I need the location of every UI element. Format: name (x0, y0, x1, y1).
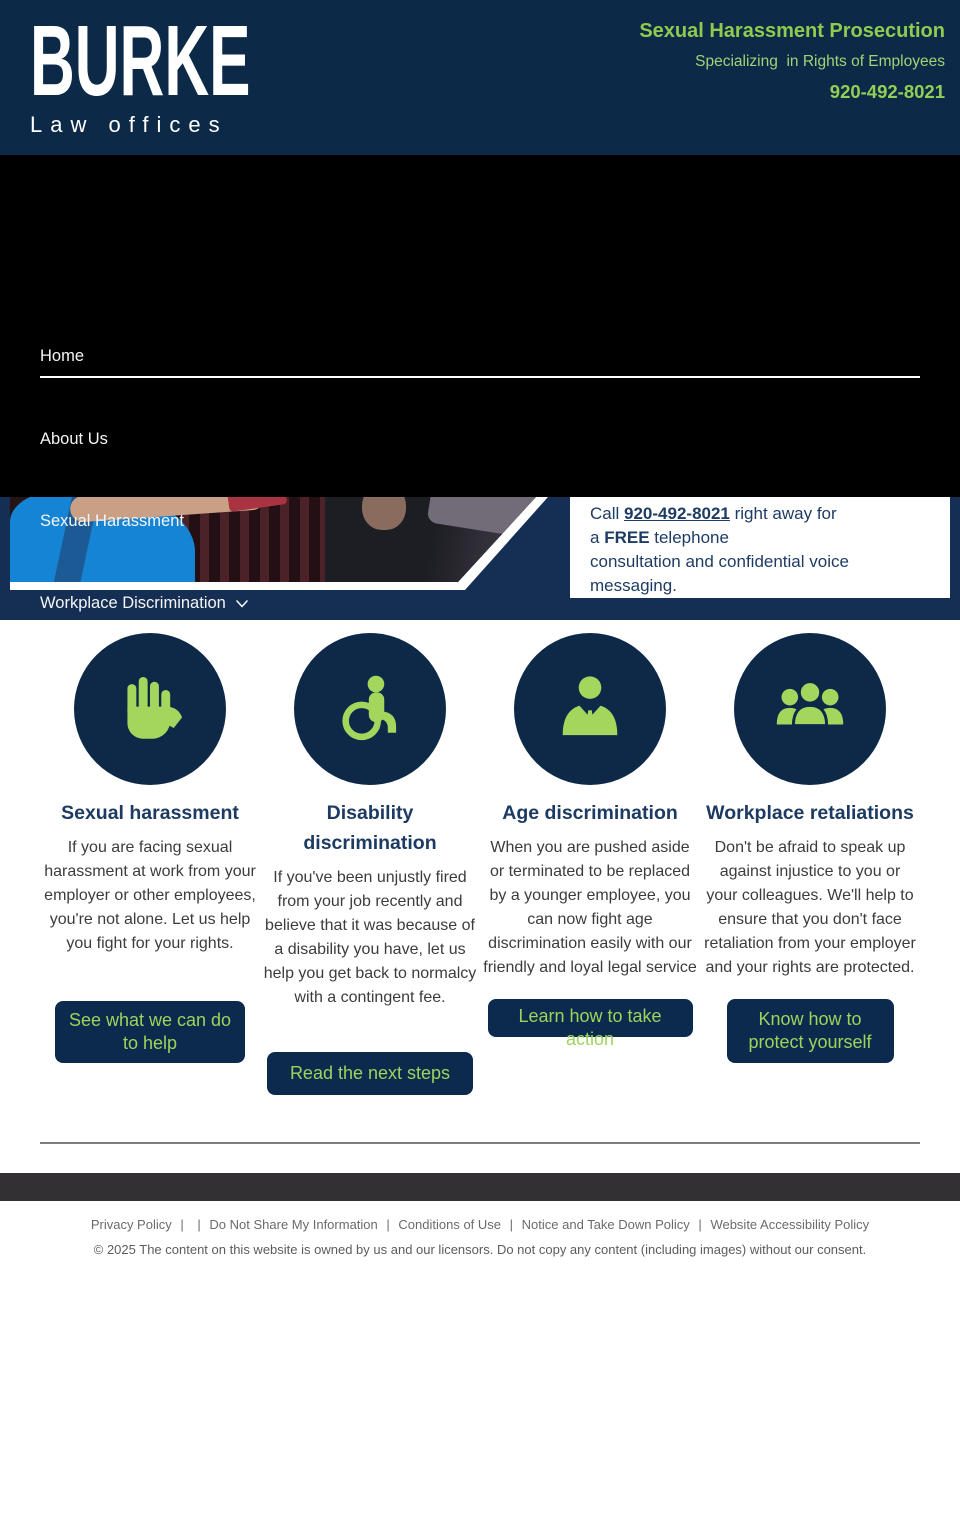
hero-phone-link[interactable]: 920-492-8021 (624, 504, 730, 523)
service-title: Sexual harassment (61, 802, 239, 824)
service-title: Workplace retaliations (706, 802, 914, 824)
service-card-sexual-harassment (40, 633, 260, 1095)
footer-link-website-accessibility[interactable]: Website Accessibility Policy (710, 1217, 870, 1232)
header-tagline-block (639, 20, 945, 103)
service-cta-learn-how-to-take-action[interactable]: Learn how to take action (488, 999, 693, 1037)
service-description: Don't be afraid to speak up against injustice to you or your colleagues. We'll help to ensure that you don't face retaliation from your employer and your rights are protected. (704, 839, 916, 976)
chevron-down-icon (236, 600, 248, 608)
service-description: If you are facing sexual harassment at work from your employer or other employees, you're not alone. Let us help you fight for your rights. (44, 839, 256, 952)
service-cta-know-how-to-protect-yourself[interactable]: Know how to protect yourself (727, 999, 894, 1063)
service-card-disability-discrimination (260, 633, 480, 1095)
menu-item-home-label: Home (40, 347, 85, 365)
header-tagline-subtitle: Specializing in Rights of Employees (695, 53, 945, 70)
burke-logo[interactable] (30, 5, 386, 138)
logo-subtitle: Law offices (30, 112, 228, 137)
service-title: Disability discrimination (303, 802, 437, 854)
header-phone-number[interactable]: 920-492-8021 (829, 81, 945, 102)
service-circle (74, 633, 226, 785)
call-line1-prefix: Call (590, 504, 625, 523)
menu-item-home[interactable] (40, 347, 84, 366)
header-tagline-title: Sexual Harassment Prosecution (639, 20, 945, 42)
footer-link-do-not-share[interactable]: Do Not Share My Information (209, 1217, 378, 1232)
stop-hand-icon (112, 671, 188, 747)
footer-separator: | (180, 1217, 184, 1232)
footer-separator: | (698, 1217, 702, 1232)
footer-separator: | (386, 1217, 390, 1232)
footer-link-privacy-policy[interactable]: Privacy Policy (90, 1217, 172, 1232)
footer-dark-bar (0, 1173, 960, 1201)
menu-item-workplace-discrimination[interactable] (40, 594, 248, 613)
footer-link-notice-take-down[interactable]: Notice and Take Down Policy (521, 1217, 690, 1232)
call-line2-suffix: telephone (649, 528, 729, 547)
menu-item-about-us[interactable] (40, 430, 108, 449)
service-circle (294, 633, 446, 785)
call-line1-suffix: right away for (729, 504, 837, 523)
footer-divider (40, 1142, 920, 1144)
people-group-icon (772, 671, 848, 747)
service-circle (514, 633, 666, 785)
call-free-word: FREE (604, 528, 650, 547)
call-line2-prefix: a (590, 528, 605, 547)
wheelchair-icon (332, 671, 408, 747)
service-circle (734, 633, 886, 785)
footer-separator: | (197, 1217, 201, 1232)
footer-link-conditions-of-use[interactable]: Conditions of Use (398, 1217, 502, 1232)
menu-item-sexual-harassment[interactable] (40, 512, 184, 531)
copyright-notice: © 2025 The content on this website is owned by us and our licensors. Do not copy any content (including images) without our consent. (93, 1242, 867, 1257)
menu-item-workplace-discrimination-label: Workplace Discrimination (40, 594, 226, 612)
service-cta-see-what-we-can-do[interactable]: See what we can do to help (55, 1001, 245, 1063)
service-description: When you are pushed aside or terminated to be replaced by a younger employee, you can now fight age discrimination easily with our friendly and loyal legal service (483, 839, 697, 976)
service-description: If you've been unjustly fired from your job recently and believe that it was because of a disability you have, let us help you get back to normalcy with a contingent fee. (263, 869, 477, 1006)
call-line3: consultation and confidential voice messaging. (590, 552, 849, 595)
footer-links-row (0, 1217, 960, 1232)
services-section (0, 620, 960, 1257)
service-title: Age discrimination (502, 802, 678, 824)
service-card-age-discrimination (480, 633, 700, 1095)
menu-item-about-us-label: About Us (40, 430, 108, 448)
active-item-underline (40, 376, 920, 378)
service-card-workplace-retaliations (700, 633, 920, 1095)
service-cards-row (0, 620, 960, 1095)
logo-title: BURKE (30, 5, 251, 117)
menu-item-sexual-harassment-label: Sexual Harassment (40, 512, 184, 530)
service-cta-read-next-steps[interactable]: Read the next steps (267, 1052, 473, 1095)
businessman-icon (552, 671, 628, 747)
site-header (0, 0, 960, 155)
footer-separator: | (509, 1217, 514, 1232)
